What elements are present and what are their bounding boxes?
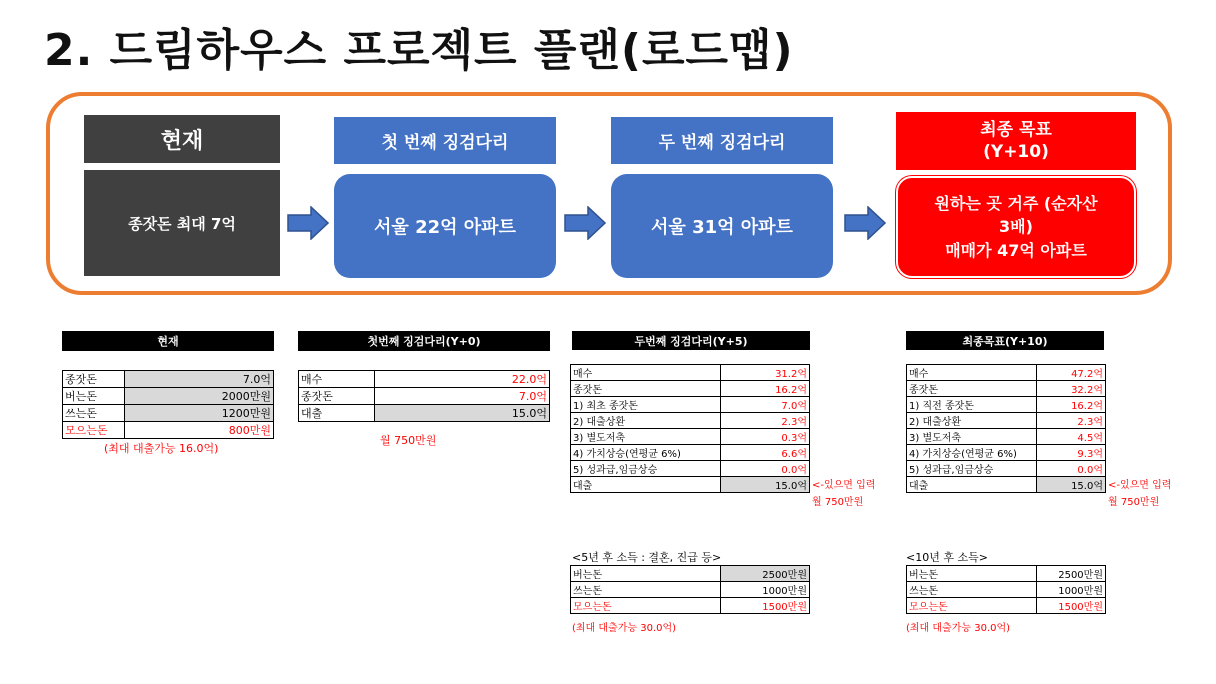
table-row — [299, 405, 550, 422]
table-row — [571, 445, 810, 461]
row-label: 대출 — [299, 405, 375, 422]
table-row — [63, 422, 274, 439]
row-value: 1200만원 — [125, 405, 274, 422]
table-row — [63, 405, 274, 422]
goal-body-line2: 3배) — [999, 217, 1033, 237]
table-row — [571, 582, 810, 598]
row-value: 15.0억 — [721, 477, 810, 493]
row-label: 쓰는돈 — [63, 405, 125, 422]
row-label: 종잣돈 — [907, 381, 1037, 397]
table-goal-row5-note: <-있으면 입력 — [1108, 480, 1172, 491]
table-step2-income — [570, 565, 810, 614]
table-row — [571, 598, 810, 614]
row-label: 3) 별도저축 — [907, 429, 1037, 445]
table-row — [299, 388, 550, 405]
row-label: 매수 — [571, 365, 721, 381]
table-goal-income-title: <10년 후 소득> — [906, 551, 988, 564]
table-step2-loan-note: 월 750만원 — [812, 497, 864, 508]
row-value: 7.0억 — [125, 371, 274, 388]
table-row — [571, 566, 810, 582]
row-label: 모으는돈 — [571, 598, 721, 614]
row-value: 4.5억 — [1037, 429, 1106, 445]
row-value: 16.2억 — [1037, 397, 1106, 413]
row-label: 종잣돈 — [571, 381, 721, 397]
goal-body-line1: 원하는 곳 거주 (순자산 — [934, 194, 1098, 214]
row-value: 32.2억 — [1037, 381, 1106, 397]
table-step2-row5-note: <-있으면 입력 — [812, 480, 876, 491]
table-row — [571, 429, 810, 445]
row-label: 대출 — [907, 477, 1037, 493]
goal-header-line1: 최종 목표 — [980, 119, 1052, 140]
table-row — [571, 381, 810, 397]
row-value: 1500만원 — [1037, 598, 1106, 614]
table-goal-income — [906, 565, 1106, 614]
row-value: 7.0억 — [721, 397, 810, 413]
row-label: 모으는돈 — [907, 598, 1037, 614]
row-value: 2.3억 — [721, 413, 810, 429]
table-goal-income-note: (최대 대출가능 30.0억) — [906, 623, 1011, 634]
row-value: 2500만원 — [1037, 566, 1106, 582]
row-value: 22.0억 — [375, 371, 550, 388]
table-goal-loan-note: 월 750만원 — [1108, 497, 1160, 508]
table-step2-income-note: (최대 대출가능 30.0억) — [572, 623, 677, 634]
table-row — [907, 461, 1106, 477]
table-step1-note: 월 750만원 — [380, 434, 437, 447]
table-row — [907, 429, 1106, 445]
row-label: 5) 성과급,임금상승 — [571, 461, 721, 477]
table-row — [299, 371, 550, 388]
row-value: 47.2억 — [1037, 365, 1106, 381]
table-goal — [906, 364, 1106, 493]
row-label: 3) 별도저축 — [571, 429, 721, 445]
table-now-note: (최대 대출가능 16.0억) — [104, 442, 219, 455]
table-step2 — [570, 364, 810, 493]
step2-header-box: 두 번째 징검다리 — [611, 117, 833, 164]
row-label: 모으는돈 — [63, 422, 125, 439]
row-label: 1) 최초 종잣돈 — [571, 397, 721, 413]
row-value: 0.0억 — [1037, 461, 1106, 477]
row-label: 매수 — [907, 365, 1037, 381]
row-label: 종잣돈 — [63, 371, 125, 388]
row-value: 15.0억 — [1037, 477, 1106, 493]
now-body-box: 종잣돈 최대 7억 — [84, 170, 280, 276]
row-label: 4) 가치상승(연평균 6%) — [907, 445, 1037, 461]
row-value: 1000만원 — [721, 582, 810, 598]
table-row — [63, 388, 274, 405]
table-step1 — [298, 370, 550, 422]
row-value: 2000만원 — [125, 388, 274, 405]
table-row — [571, 461, 810, 477]
row-value: 16.2억 — [721, 381, 810, 397]
table-step2-income-title: <5년 후 소득 : 결혼, 진급 등> — [572, 551, 722, 564]
table-row — [63, 371, 274, 388]
table-step2-header: 두번째 징검다리(Y+5) — [572, 331, 810, 350]
row-label: 4) 가치상승(연평균 6%) — [571, 445, 721, 461]
table-row — [907, 445, 1106, 461]
table-row — [907, 397, 1106, 413]
table-row — [907, 582, 1106, 598]
step1-body-box: 서울 22억 아파트 — [334, 174, 556, 278]
row-value: 2.3억 — [1037, 413, 1106, 429]
row-value: 6.6억 — [721, 445, 810, 461]
row-value: 31.2억 — [721, 365, 810, 381]
row-value: 1000만원 — [1037, 582, 1106, 598]
right-arrow-icon — [287, 206, 329, 240]
row-value: 15.0억 — [375, 405, 550, 422]
right-arrow-icon — [844, 206, 886, 240]
goal-body-box — [896, 176, 1136, 278]
row-value: 0.3억 — [721, 429, 810, 445]
row-label: 종잣돈 — [299, 388, 375, 405]
step1-header-box: 첫 번째 징검다리 — [334, 117, 556, 164]
now-header-box: 현재 — [84, 115, 280, 163]
row-label: 2) 대출상환 — [571, 413, 721, 429]
table-row — [907, 477, 1106, 493]
row-value: 1500만원 — [721, 598, 810, 614]
row-label: 매수 — [299, 371, 375, 388]
table-row — [907, 381, 1106, 397]
table-row — [907, 598, 1106, 614]
row-value: 2500만원 — [721, 566, 810, 582]
row-label: 대출 — [571, 477, 721, 493]
row-label: 버는돈 — [571, 566, 721, 582]
row-value: 800만원 — [125, 422, 274, 439]
row-label: 1) 직전 종잣돈 — [907, 397, 1037, 413]
goal-body-line3: 매매가 47억 아파트 — [945, 240, 1087, 260]
row-label: 버는돈 — [907, 566, 1037, 582]
row-label: 쓰는돈 — [907, 582, 1037, 598]
table-row — [907, 413, 1106, 429]
goal-header-box — [896, 112, 1136, 170]
table-row — [571, 477, 810, 493]
page-title: 2. 드림하우스 프로젝트 플랜(로드맵) — [44, 25, 794, 76]
row-value: 0.0억 — [721, 461, 810, 477]
table-row — [571, 365, 810, 381]
right-arrow-icon — [564, 206, 606, 240]
table-step1-header: 첫번째 징검다리(Y+0) — [298, 331, 550, 351]
table-row — [907, 365, 1106, 381]
row-value: 7.0억 — [375, 388, 550, 405]
row-label: 버는돈 — [63, 388, 125, 405]
table-row — [571, 413, 810, 429]
row-label: 5) 성과급,임금상승 — [907, 461, 1037, 477]
goal-header-line2: (Y+10) — [983, 142, 1049, 162]
table-goal-header: 최종목표(Y+10) — [906, 331, 1104, 350]
table-now — [62, 370, 274, 439]
step2-body-box: 서울 31억 아파트 — [611, 174, 833, 278]
row-label: 2) 대출상환 — [907, 413, 1037, 429]
row-label: 쓰는돈 — [571, 582, 721, 598]
table-row — [571, 397, 810, 413]
row-value: 9.3억 — [1037, 445, 1106, 461]
table-row — [907, 566, 1106, 582]
table-now-header: 현재 — [62, 331, 274, 351]
